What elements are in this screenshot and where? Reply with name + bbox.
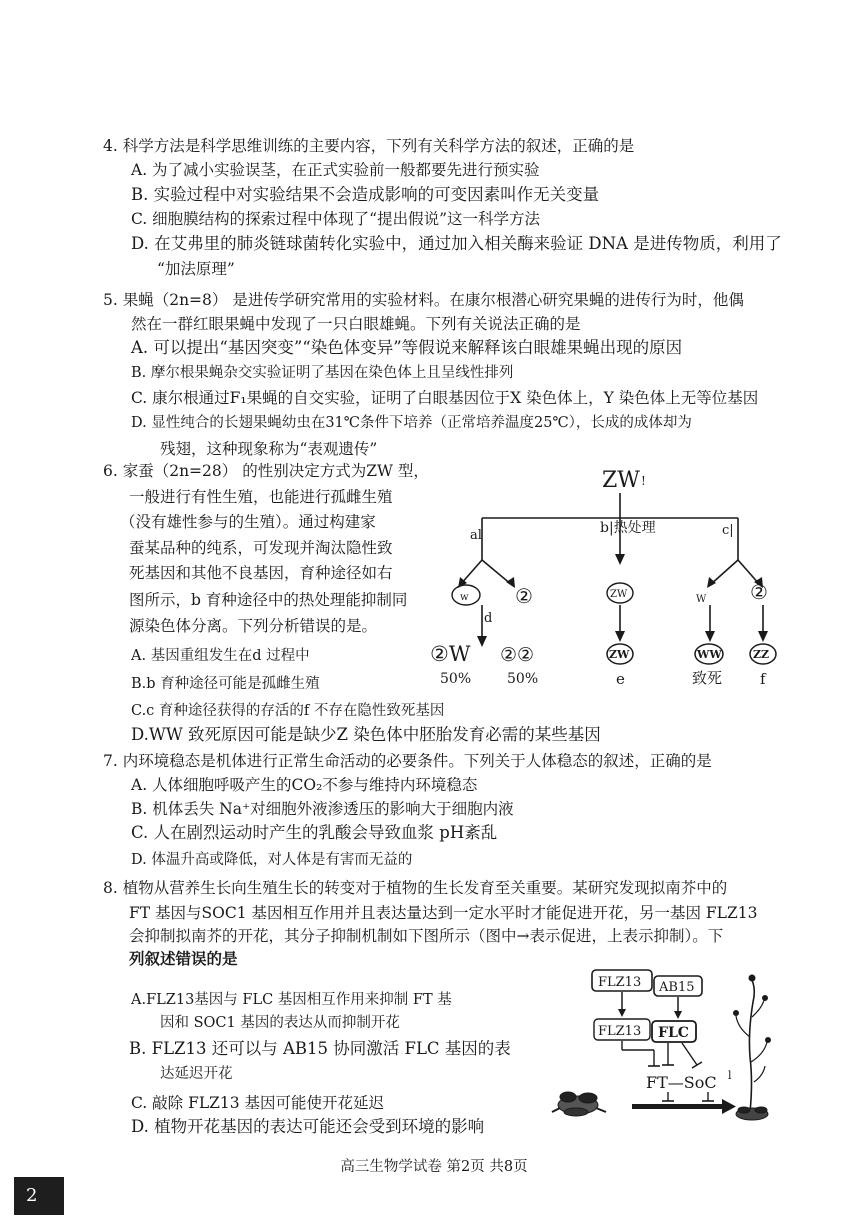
offspring-e-label: e	[616, 670, 625, 688]
q4-stem: 4. 科学方法是科学思维训练的主要内容，下列有关科学方法的叙述，正确的是	[103, 137, 635, 155]
offspring-f-label: f	[760, 670, 766, 688]
q4-option-d-line2: “加法原理”	[157, 260, 235, 278]
q6-stem-line4: 蚕某品种的纯系，可发现并淘汰隐性致	[129, 539, 393, 557]
q8-stem-line3: 会抑制拟南芥的开花，其分子抑制机制如下图所示（图中→表示促进，上表示抑制）。下	[129, 927, 724, 945]
q6-option-c: C.c 育种途径获得的存活的f 不存在隐性致死基因	[131, 703, 445, 719]
path-c-label: c|	[722, 523, 734, 538]
flz13-lower-box: FLZ13	[598, 1024, 642, 1039]
flz13-top-box: FLZ13	[598, 975, 642, 990]
zz-offspring-label: ②②	[500, 644, 535, 666]
q6-option-d: D.WW 致死原因可能是缺少Z 染色体中胚胎发育必需的某些基因	[131, 725, 601, 744]
q6-option-b: B.b 育种途径可能是孤雌生殖	[131, 676, 320, 692]
page-number: 2	[14, 1177, 64, 1215]
zw-diploid-label: ZW	[610, 589, 628, 600]
path-a-label: al	[470, 528, 482, 543]
vegetative-plant-icon	[552, 1092, 606, 1116]
flowering-mechanism-diagram	[550, 962, 790, 1132]
ft-soc1-mark: l	[728, 1069, 732, 1082]
ft-soc1-label: FT—SoC	[646, 1073, 717, 1092]
q5-option-c: C. 康尔根通过F₁果蝇的自交实验，证明了白眼基因位于X 染色体上，Y 染色体上无等位基因	[131, 389, 759, 407]
path-d-label: d	[484, 611, 493, 626]
q7-stem: 7. 内环境稳态是机体进行正常生命活动的必要条件。下列关于人体稳态的叙述，正确的是	[103, 752, 712, 770]
q7-option-a: A. 人体细胞呼吸产生的CO₂不参与维持内环境稳态	[131, 776, 478, 794]
w-gamete-label: w	[460, 592, 469, 603]
q4-option-b: B. 实验过程中对实验结果不会造成影响的可变因素叫作无关变量	[131, 185, 600, 204]
q5-option-d-line2: 残翅，这种现象称为“表观遗传”	[160, 440, 378, 458]
q8-stem-line1: 8. 植物从营养生长向生殖生长的转变对于植物的生长发育至关重要。某研究发现拟南芥中的	[103, 879, 728, 897]
f-zz-label: ZZ	[753, 648, 770, 661]
q8-option-b-line1: B. FLZ13 还可以与 AB15 协同激活 FLC 基因的表	[129, 1039, 511, 1058]
q4-option-c: C. 细胞膜结构的探索过程中体现了“提出假说”这一科学方法	[131, 210, 541, 228]
q8-stem-line4: 列叙述错误的是	[129, 949, 238, 968]
q8-option-d: D. 植物开花基因的表达可能还会受到环境的影响	[131, 1117, 485, 1136]
flc-box: FLC	[658, 1025, 689, 1041]
q6-stem-line1: 6. 家蚕（2n=28） 的性别决定方式为ZW 型，	[103, 462, 429, 480]
q5-stem-line1: 5. 果蝇（2n=8） 是进传学研究常用的实验材料。在康尔根潜心研究果蝇的进传行为时，他偶	[103, 291, 744, 309]
q7-option-b: B. 机体丢失 Na⁺对细胞外液渗透压的影响大于细胞内液	[131, 800, 514, 818]
zw-parent-mark: !	[641, 474, 646, 488]
q6-stem-line3: （没有雄性参与的生殖）。通过构建家	[120, 513, 376, 531]
q7-option-d: D. 体温升高或降低，对人体是有害而无益的	[131, 852, 413, 868]
q8-option-b-line2: 达延迟开花	[160, 1066, 233, 1082]
q5-option-b: B. 摩尔根果蝇杂交实验证明了基因在染色体上且呈线性排列	[131, 365, 514, 381]
page-footer: 高三生物学试卷 第2页 共8页	[340, 1159, 528, 1175]
q4-option-a: A. 为了减小实验误茎，在正式实验前一般都要先进行预实验	[131, 161, 540, 179]
e-zw-label: ZW	[609, 648, 630, 661]
silkworm-breeding-diagram	[420, 455, 780, 695]
q8-option-a-line2: 因和 SOC1 基因的表达从而抑制开花	[160, 1015, 400, 1031]
zw-parent-label: ZW	[602, 468, 640, 493]
q6-stem-line6: 图所示，b 育种途径中的热处理能抑制同	[129, 591, 408, 609]
q6-option-a: A. 基因重组发生在d 过程中	[131, 648, 310, 664]
path-b-label: b|热处理	[600, 520, 656, 536]
ab15-box: AB15	[659, 980, 695, 995]
ratio-50-left: 50%	[440, 671, 472, 687]
zw-offspring-label: ②W	[430, 642, 471, 666]
ww-label: WW	[697, 648, 722, 661]
q6-stem-line5: 死基因和其他不良基因，育种途径如右	[129, 564, 393, 582]
q5-stem-line2: 然在一群红眼果蝇中发现了一只白眼雄蝇。下列有关说法正确的是	[131, 315, 581, 333]
ratio-50-right: 50%	[507, 671, 539, 687]
q6-stem-line2: 一般进行有性生殖，也能进行孤雌生殖	[129, 488, 393, 506]
q4-option-d-line1: D. 在艾弗里的肺炎链球菌转化实验中，通过加入相关酶来验证 DNA 是进传物质，利用了	[131, 234, 782, 253]
q6-stem-line7: 源染色体分离。下列分析错误的是。	[129, 617, 378, 635]
q8-stem-line2: FT 基因与SOC1 基因相互作用并且表达量达到一定水平时才能促进开花，另一基因 FLZ13	[129, 904, 758, 922]
q5-option-d-line1: D. 显性纯合的长翅果蝇幼虫在31℃条件下培养（正常培养温度25℃），长成的成体却为	[131, 415, 692, 431]
q5-option-a: A. 可以提出“基因突变”“染色体变异”等假说来解释该白眼雄果蝇出现的原因	[131, 338, 683, 357]
z-gamete-label: ②	[515, 584, 533, 608]
lethal-label: 致死	[692, 669, 723, 687]
w-parthenogenesis-label: W	[696, 594, 707, 605]
q8-option-c: C. 敲除 FLZ13 基因可能使开花延迟	[131, 1094, 385, 1112]
q7-option-c: C. 人在剧烈运动时产生的乳酸会导致血浆 pH紊乱	[131, 823, 498, 842]
z-parthenogenesis-label: ②	[750, 580, 768, 604]
q8-option-a-line1: A.FLZ13基因与 FLC 基因相互作用来抑制 FT 基	[131, 992, 452, 1008]
flowering-plant-icon	[734, 975, 771, 1120]
